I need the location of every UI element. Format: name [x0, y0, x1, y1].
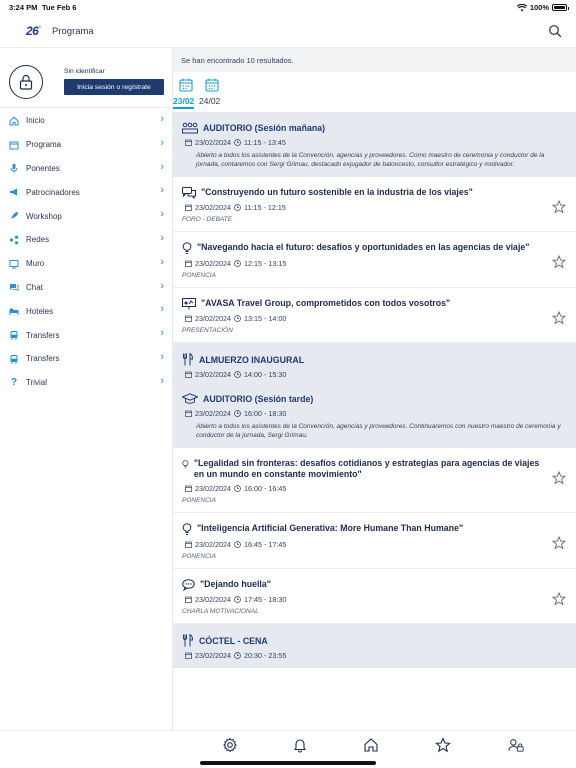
session-description: Abierto a todos los asistentes de la Convención, agencias y proveedores. Como maestro de ceremonia y conductor de la jornada, contaremos con Sergi Grimau, destacado exjugador de baloncesto, consultor estratégico y motivador. [196, 152, 545, 168]
event-title: "Legalidad sin fronteras: desafíos cotidianos y estrategias para agencias de viajes en un mundo en constante movimiento" [193, 458, 540, 479]
event-date: 23/02/2024 [195, 540, 231, 549]
clock-icon [234, 371, 241, 378]
event-type: PONENCIA [182, 272, 216, 279]
session-date: 23/02/2024 [195, 138, 231, 147]
chat-icon [9, 282, 19, 292]
session-meta [185, 138, 567, 147]
star-icon[interactable] [552, 255, 566, 269]
session-date: 23/02/2024 [195, 409, 231, 418]
event-date: 23/02/2024 [195, 259, 231, 268]
chevron-right-icon: › [160, 279, 164, 292]
sidebar-item-transfers-1[interactable] [0, 323, 173, 347]
star-icon[interactable] [552, 200, 566, 214]
session-header[interactable] [173, 624, 576, 668]
settings-icon[interactable] [222, 737, 238, 753]
clock-icon [234, 485, 241, 492]
list-item[interactable] [173, 177, 576, 232]
session-title: AUDITORIO (Sesión tarde) [203, 394, 314, 404]
calendar-icon [185, 315, 192, 322]
calendar-icon[interactable] [205, 78, 219, 92]
session-time: 16:00 - 18:30 [243, 409, 287, 418]
session-header[interactable] [173, 343, 576, 448]
sidebar-item-hoteles[interactable] [0, 299, 173, 323]
event-meta [185, 259, 546, 268]
event-meta [185, 595, 546, 604]
event-time: 16:00 - 16:45 [243, 484, 287, 493]
bell-icon[interactable] [292, 737, 308, 753]
sidebar-item-label: Hoteles [26, 306, 54, 316]
app-header [0, 14, 576, 48]
event-title: "AVASA Travel Group, comprometidos con todos vosotros" [201, 298, 451, 308]
battery-percent: 100% [529, 3, 549, 12]
sidebar-item-label: Ponentes [26, 163, 60, 173]
results-count: Se han encontrado 10 resultados. [173, 48, 576, 72]
chevron-right-icon: › [160, 374, 164, 387]
session-date: 23/02/2024 [195, 370, 231, 379]
session-description: Abierto a todos los asistentes de la Convención, agencias y proveedores. Continuaremos con nuestro maestro de ceremonia y conductor de la jornada, Sergi Grimau. [196, 423, 561, 439]
chevron-right-icon: › [160, 231, 164, 244]
lightbulb-icon [182, 242, 192, 255]
event-date: 23/02/2024 [195, 595, 231, 604]
session-header[interactable] [173, 112, 576, 177]
event-type: FORO - DEBATE [182, 216, 233, 223]
tab-date-1[interactable]: 23/02 [173, 96, 194, 109]
battery-icon [552, 4, 567, 11]
clock-icon [234, 139, 241, 146]
star-icon[interactable] [552, 592, 566, 606]
status-date: Tue Feb 6 [42, 3, 77, 12]
clock-icon [234, 260, 241, 267]
chevron-right-icon: › [160, 327, 164, 340]
sidebar-item-redes[interactable] [0, 228, 173, 252]
sidebar-item-chat[interactable] [0, 276, 173, 300]
sidebar-nav [0, 109, 173, 395]
calendar-icon [185, 485, 192, 492]
event-date: 23/02/2024 [195, 484, 231, 493]
chevron-right-icon: › [160, 136, 164, 149]
chevron-right-icon: › [160, 255, 164, 268]
audience-icon [182, 122, 198, 134]
event-title: "Navegando hacia el futuro: desafíos y oportunidades en las agencias de viaje" [197, 242, 530, 252]
session-time: 20:30 - 23:55 [243, 651, 287, 660]
clock-icon [234, 204, 241, 211]
status-time: 3:24 PM [9, 3, 38, 12]
session-title: AUDITORIO (Sesión mañana) [203, 123, 326, 133]
clock-icon [234, 410, 241, 417]
login-block [0, 48, 173, 108]
event-title: "Dejando huella" [200, 579, 271, 589]
calendar-icon [185, 260, 192, 267]
star-icon[interactable] [552, 536, 566, 550]
sidebar-item-workshop[interactable] [0, 204, 173, 228]
home-indicator[interactable] [200, 761, 376, 765]
question-icon: ? [10, 377, 18, 389]
sidebar-item-label: Trivial [26, 378, 48, 388]
presentation-icon [182, 298, 196, 310]
sidebar-item-inicio[interactable] [0, 109, 173, 133]
microphone-icon [9, 163, 19, 173]
session-time: 11:15 - 13:45 [243, 138, 286, 147]
event-meta [185, 314, 546, 323]
sidebar-item-label: Transfers [26, 330, 60, 340]
user-lock-icon[interactable] [508, 737, 524, 753]
calendar-icon [185, 204, 192, 211]
clock-icon [234, 315, 241, 322]
star-icon[interactable] [435, 737, 451, 753]
sidebar-item-muro[interactable] [0, 252, 173, 276]
lock-icon [19, 74, 33, 90]
event-type: PONENCIA [182, 553, 216, 560]
lock-avatar[interactable] [9, 65, 43, 99]
sidebar-item-programa[interactable] [0, 133, 173, 157]
status-bar [0, 0, 576, 14]
bus-icon [9, 354, 19, 364]
event-type: PONENCIA [182, 497, 216, 504]
event-time: 13:15 - 14:00 [243, 314, 287, 323]
list-item[interactable] [173, 513, 576, 569]
list-item[interactable] [173, 288, 576, 343]
session-title: ALMUERZO INAUGURAL [199, 354, 305, 365]
session-time: 14:00 - 15:30 [243, 370, 287, 379]
chat-icon [182, 187, 196, 199]
search-icon[interactable] [548, 24, 562, 38]
sidebar-item-patrocinadores[interactable] [0, 180, 173, 204]
home-icon [9, 116, 19, 126]
session-title: CÓCTEL - CENA [199, 635, 268, 646]
chevron-right-icon: › [160, 208, 164, 221]
sidebar-item-trivial[interactable] [0, 371, 173, 395]
sidebar-item-label: Inicio [26, 116, 45, 126]
star-icon[interactable] [552, 311, 566, 325]
bus-icon [9, 330, 19, 340]
login-button[interactable]: Inicia sesión o regístrate [64, 79, 164, 95]
clock-icon [234, 541, 241, 548]
utensils-icon [182, 634, 194, 647]
lightbulb-icon [182, 523, 192, 536]
calendar-icon[interactable] [179, 78, 193, 92]
bottom-tab-bar [0, 730, 576, 768]
event-type: CHARLA MOTIVACIONAL [182, 608, 259, 615]
event-meta [185, 484, 546, 493]
wall-icon [9, 259, 19, 269]
calendar-icon [185, 652, 192, 659]
event-title: "Construyendo un futuro sostenible en la industria de los viajes" [201, 187, 473, 197]
session-meta [185, 409, 567, 418]
graduation-cap-icon [182, 393, 198, 405]
tab-date-2[interactable]: 24/02 [199, 96, 221, 106]
event-time: 11:15 - 12:15 [243, 203, 286, 212]
chevron-right-icon: › [160, 303, 164, 316]
session-date: 23/02/2024 [195, 651, 231, 660]
chevron-right-icon: › [160, 184, 164, 197]
sidebar-item-label: Transfers [26, 354, 60, 364]
event-time: 16:45 - 17:45 [243, 540, 287, 549]
clock-icon [234, 596, 241, 603]
sidebar-item-label: Programa [26, 140, 62, 150]
status-right [517, 3, 567, 12]
sidebar-item-ponentes[interactable] [0, 157, 173, 181]
clock-icon [234, 652, 241, 659]
speech-bubble-icon [182, 579, 195, 591]
megaphone-icon [9, 187, 19, 197]
rocket-icon [9, 211, 19, 221]
sidebar-item-label: Workshop [26, 211, 62, 221]
event-meta [185, 540, 546, 549]
wifi-icon [517, 4, 527, 12]
session-list [173, 112, 576, 668]
chevron-right-icon: › [160, 113, 164, 125]
calendar-icon [185, 139, 192, 146]
event-title: "Inteligencia Artificial Generativa: More Humane Than Humane" [197, 523, 464, 533]
list-item[interactable] [173, 232, 576, 288]
event-meta [185, 203, 546, 212]
event-date: 23/02/2024 [195, 203, 231, 212]
star-icon[interactable] [552, 471, 566, 485]
sidebar [0, 48, 173, 738]
anonymous-label: Sin identificar [64, 68, 105, 75]
calendar-icon [9, 140, 19, 150]
session-meta [185, 370, 567, 379]
event-time: 17:45 - 18:30 [243, 595, 287, 604]
sidebar-item-label: Redes [26, 235, 50, 245]
chevron-right-icon: › [160, 160, 164, 173]
sidebar-item-transfers-2[interactable] [0, 347, 173, 371]
date-selector [173, 72, 576, 112]
calendar-icon [185, 541, 192, 548]
event-type: PRESENTACIÓN [182, 327, 233, 334]
home-icon[interactable] [363, 737, 379, 753]
calendar-icon [185, 410, 192, 417]
event-date: 23/02/2024 [195, 314, 231, 323]
list-item[interactable] [173, 569, 576, 624]
sidebar-item-label: Muro [26, 259, 45, 269]
lightbulb-icon [182, 458, 189, 471]
event-time: 12:15 - 13:15 [243, 259, 287, 268]
session-meta [185, 651, 567, 660]
program-content [173, 48, 576, 738]
app-logo: 26° [26, 24, 41, 38]
page-title: Programa [52, 26, 94, 37]
bed-icon [9, 306, 19, 316]
utensils-icon [182, 353, 194, 366]
calendar-icon [185, 371, 192, 378]
list-item[interactable] [173, 448, 576, 513]
chevron-right-icon: › [160, 350, 164, 363]
sidebar-item-label: Patrocinadores [26, 187, 80, 197]
sidebar-item-label: Chat [26, 282, 43, 292]
network-icon [9, 235, 19, 245]
calendar-icon [185, 596, 192, 603]
